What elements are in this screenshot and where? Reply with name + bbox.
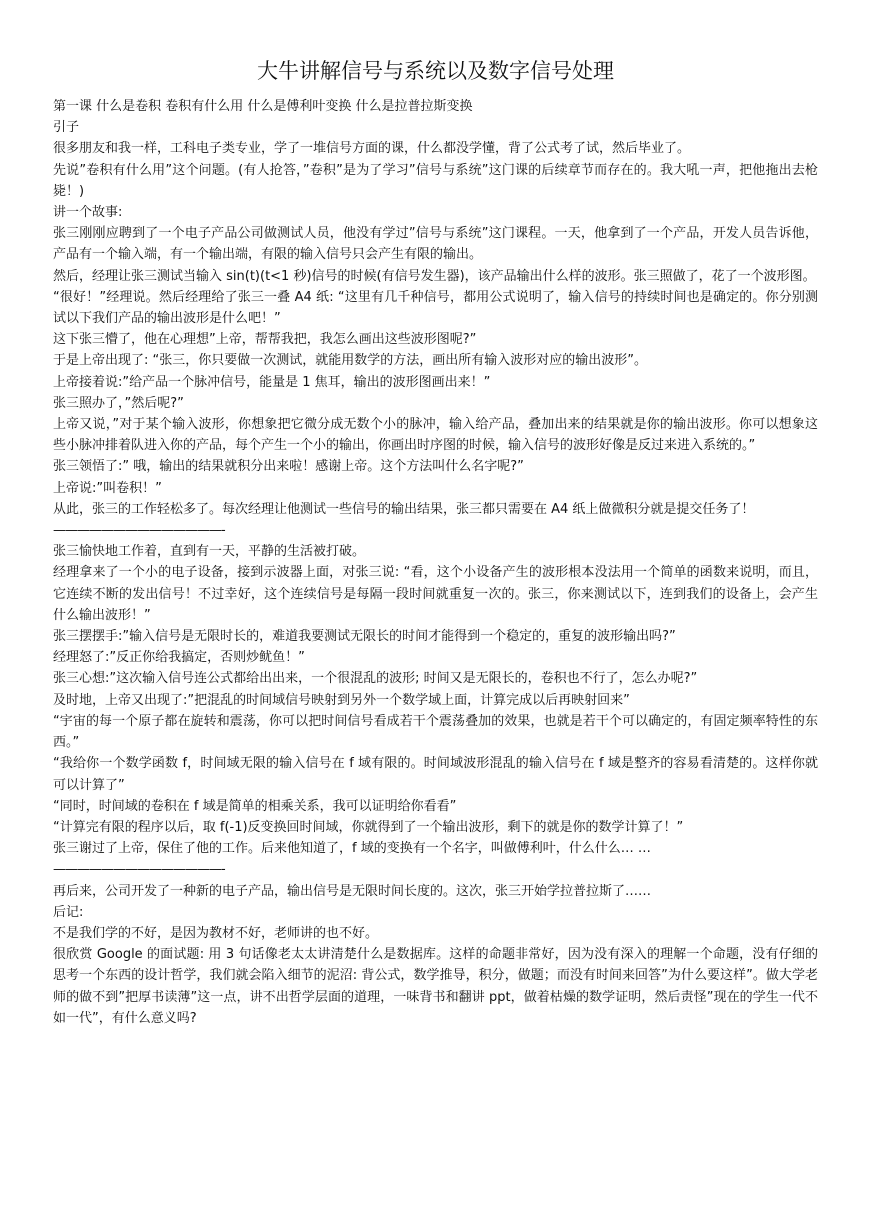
paragraph: “很好！”经理说。然后经理给了张三一叠 A4 纸: “这里有几千种信号，都用公式说明了，输入信号的持续时间也是确定的。你分别测试以下我们产品的输出波形是什么吧！” [53, 289, 818, 327]
paragraph: 张三愉快地工作着，直到有一天，平静的生活被打破。 [53, 544, 366, 560]
paragraph: 张三刚刚应聘到了一个电子产品公司做测试人员，他没有学过”信号与系统”这门课程。一天，他拿到了一个产品，开发人员告诉他，产品有一个输入端，有一个输出端，有限的输入信号只会产生有限的输出。 [53, 226, 818, 263]
paragraph: “计算完有限的程序以后，取 f(-1)反变换回时间域，你就得到了一个输出波形，剩下的就是你的数学计算了！” [53, 819, 684, 835]
paragraph: 再后来，公司开发了一种新的电子产品，输出信号是无限时间长度的。这次，张三开始学拉普拉斯了…… [53, 883, 652, 899]
paragraph: 先说”卷积有什么用”这个问题。(有人抢答，”卷积”是为了学习”信号与系统”这门课的后续章节而存在的。我大吼一声，把他拖出去枪毙！) [53, 162, 818, 199]
paragraph: 及时地，上帝又出现了:”把混乱的时间域信号映射到另外一个数学域上面，计算完成以后再映射回来” [53, 692, 630, 708]
paragraph: 经理拿来了一个小的电子设备，接到示波器上面，对张三说: “看，这个小设备产生的波形根本没法用一个简单的函数来说明，而且，它连续不断的发出信号！不过幸好，这个连续信号是每隔一段时间就重复一次的。张三，你来测试以下，连到我们的设备上，会产生什么输出波形！” [53, 565, 818, 623]
paragraph: “同时，时间域的卷积在 f 域是简单的相乘关系，我可以证明给你看看” [53, 798, 457, 814]
paragraph: 张三心想:”这次输入信号连公式都给出出来，一个很混乱的波形; 时间又是无限长的，卷积也不行了，怎么办呢?” [53, 671, 698, 687]
document-body [53, 96, 818, 1029]
paragraph: “我给你一个数学函数 f，时间域无限的输入信号在 f 域有限的。时间域波形混乱的输入信号在 f 域是整齐的容易看清楚的。这样你就可以计算了” [53, 756, 818, 793]
paragraph: 后记: [53, 904, 84, 920]
paragraph: 很多朋友和我一样，工科电子类专业，学了一堆信号方面的课，什么都没学懂，背了公式考了试，然后毕业了。 [53, 141, 691, 157]
paragraph: 上帝又说，”对于某个输入波形，你想象把它微分成无数个小的脉冲，输入给产品，叠加出来的结果就是你的输出波形。你可以想象这些小脉冲排着队进入你的产品，每个产生一个小的输出，你画出时序图的时候，输入信号的波形好像是反过来进入系统的。” [53, 417, 818, 454]
document-title: 大牛讲解信号与系统以及数字信号处理 [257, 59, 614, 83]
paragraph: 于是上帝出现了: “张三，你只要做一次测试，就能用数学的方法，画出所有输入波形对应的输出波形”。 [53, 353, 647, 369]
paragraph: 张三谢过了上帝，保住了他的工作。后来他知道了，f 域的变换有一个名字，叫做傅利叶，什么什么… … [53, 841, 651, 857]
paragraph: 不是我们学的不好，是因为教材不好，老师讲的也不好。 [53, 925, 379, 941]
section-separator: ——————————————- [53, 862, 225, 878]
paragraph: 经理怒了:”反正你给我搞定，否则炒鱿鱼！” [53, 650, 305, 666]
paragraph: 张三领悟了:” 哦，输出的结果就积分出来啦！感谢上帝。这个方法叫什么名字呢?” [53, 459, 524, 475]
paragraph: 上帝接着说:”给产品一个脉冲信号，能量是 1 焦耳，输出的波形图画出来！” [53, 374, 491, 390]
paragraph: 第一课 什么是卷积 卷积有什么用 什么是傅利叶变换 什么是拉普拉斯变换 [53, 99, 473, 114]
paragraph: 从此，张三的工作轻松多了。每次经理让他测试一些信号的输出结果，张三都只需要在 A4 纸上做微积分就是提交任务了！ [53, 501, 755, 517]
paragraph: 张三照办了，”然后呢?” [53, 395, 184, 411]
paragraph: 引子 [53, 120, 80, 136]
paragraph: 讲一个故事: [53, 205, 123, 221]
paragraph: 上帝说:”叫卷积！” [53, 480, 162, 496]
document-page [53, 56, 818, 1029]
paragraph: 张三摆摆手:”输入信号是无限时长的，难道我要测试无限长的时间才能得到一个稳定的，重复的波形输出吗?” [53, 629, 676, 645]
paragraph: 然后，经理让张三测试当输入 sin(t)(t<1 秒)信号的时候(有信号发生器)，该产品输出什么样的波形。张三照做了，花了一个波形图。 [53, 268, 816, 284]
paragraph: “宇宙的每一个原子都在旋转和震荡，你可以把时间信号看成若干个震荡叠加的效果，也就是若干个可以确定的，有固定频率特性的东西。” [53, 713, 818, 751]
section-separator: ——————————————- [53, 523, 225, 539]
paragraph: 这下张三懵了，他在心理想”上帝，帮帮我把，我怎么画出这些波形图呢?” [53, 332, 477, 348]
paragraph: 很欣赏 Google 的面试题: 用 3 句话像老太太讲清楚什么是数据库。这样的命题非常好，因为没有深入的理解一个命题，没有仔细的思考一个东西的设计哲学，我们就会陷入细节的泥沼: 背公式，数学推导，积分，做题；而没有时间来回答”为什么要这样”。做大学老师的做不到”把厚书读薄”这一点，讲不出哲学层面的道理，一味背书和翻讲 ppt，做着枯燥的数学证明，然后责怪”现在的学生一代不如一代”，有什么意义吗? [53, 947, 818, 1026]
